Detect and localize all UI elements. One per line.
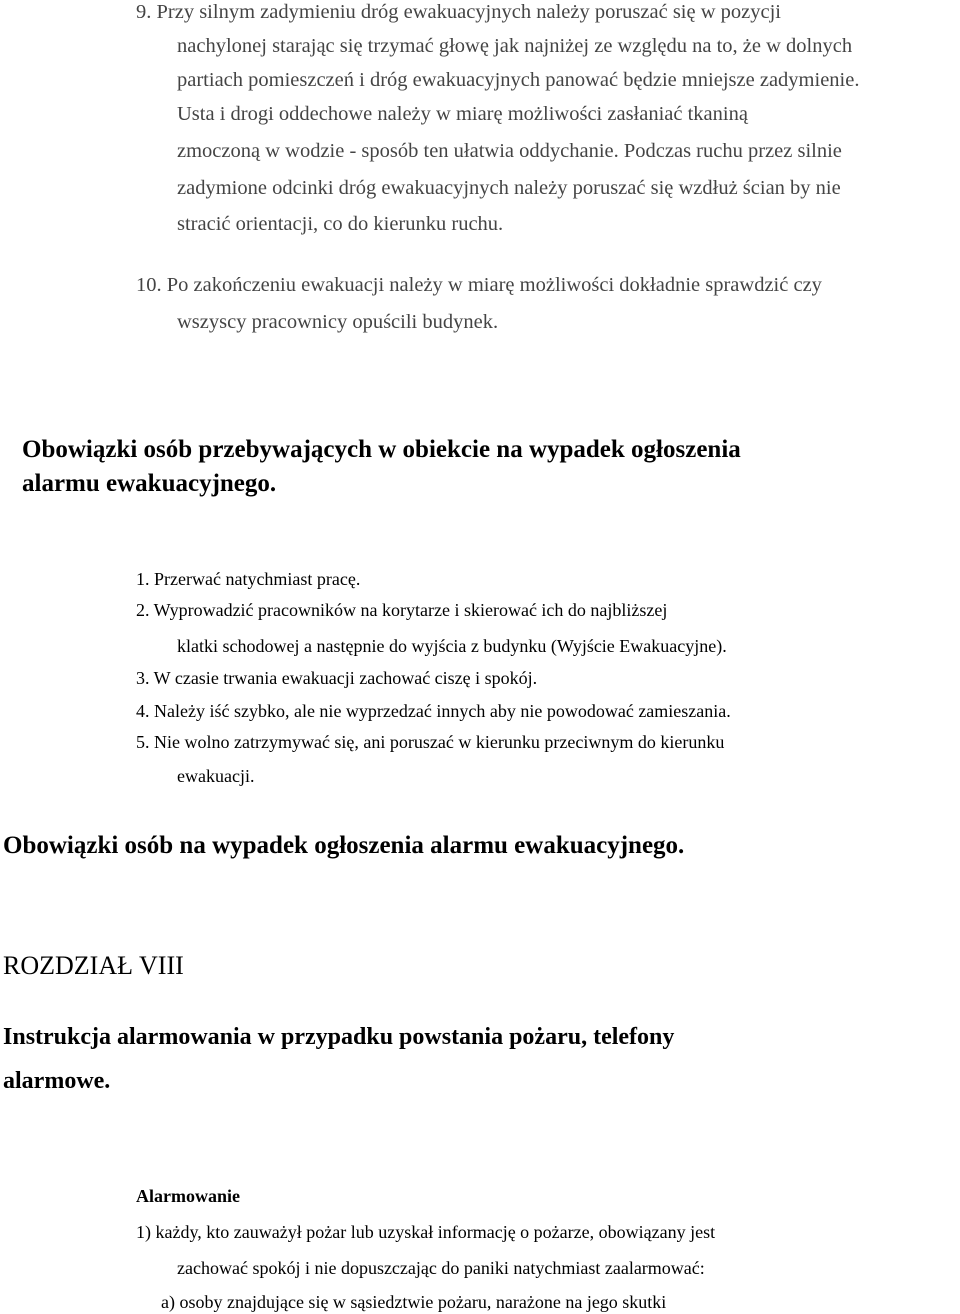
section-1-item-4: 4. Należy iść szybko, ale nie wyprzedzać innych aby nie powodować zamieszania. [136,701,731,721]
section-1-heading-line-1: Obowiązki osób przebywających w obiekcie na wypadek ogłoszenia [22,436,741,463]
section-1-item-3: 3. W czasie trwania ewakuacji zachować ciszę i spokój. [136,668,538,688]
chapter-title: ROZDZIAŁ VIII [3,951,184,980]
chapter-heading-line-1: Instrukcja alarmowania w przypadku powstania pożaru, telefony [3,1024,675,1050]
alarm-line-3: a) osoby znajdujące się w sąsiedztwie pożaru, narażone na jego skutki [161,1292,667,1312]
section-1-heading-line-2: alarmu ewakuacyjnego. [22,470,277,497]
item-9-line-6: zadymione odcinki dróg ewakuacyjnych należy poruszać się wzdłuż ścian by nie [177,177,841,199]
item-9-line-5: zmoczoną w wodzie - sposób ten ułatwia oddychanie. Podczas ruchu przez silnie [177,140,842,162]
section-1-item-1: 1. Przerwać natychmiast pracę. [136,569,361,589]
item-9-line-1: 9. Przy silnym zadymieniu dróg ewakuacyjnych należy poruszać się w pozycji [136,1,781,23]
alarm-line-1: 1) każdy, kto zauważył pożar lub uzyskał informację o pożarze, obowiązany jest [136,1222,716,1242]
item-10-line-2: wszyscy pracownicy opuścili budynek. [177,311,499,333]
item-10-line-1: 10. Po zakończeniu ewakuacji należy w miarę możliwości dokładnie sprawdzić czy [136,274,822,296]
section-1-item-2-cont: klatki schodowej a następnie do wyjścia z budynku (Wyjście Ewakuacyjne). [177,636,727,656]
section-1-item-5: 5. Nie wolno zatrzymywać się, ani poruszać w kierunku przeciwnym do kierunku [136,732,725,752]
alarm-subheading: Alarmowanie [136,1186,240,1206]
alarm-line-2: zachować spokój i nie dopuszczając do paniki natychmiast zaalarmować: [177,1258,705,1278]
chapter-heading-line-2: alarmowe. [3,1068,111,1094]
section-1-item-5-cont: ewakuacji. [177,766,255,786]
item-9-line-3: partiach pomieszczeń i dróg ewakuacyjnych panować będzie mniejsze zadymienie. [177,69,860,91]
section-2-heading: Obowiązki osób na wypadek ogłoszenia alarmu ewakuacyjnego. [3,832,685,859]
section-1-item-2: 2. Wyprowadzić pracowników na korytarze i skierować ich do najbliższej [136,600,668,620]
item-9-line-7: stracić orientacji, co do kierunku ruchu. [177,213,504,235]
item-9-line-4: Usta i drogi oddechowe należy w miarę możliwości zasłaniać tkaniną [177,103,748,125]
item-9-line-2: nachylonej starając się trzymać głowę jak najniżej ze względu na to, że w dolnych [177,35,853,57]
